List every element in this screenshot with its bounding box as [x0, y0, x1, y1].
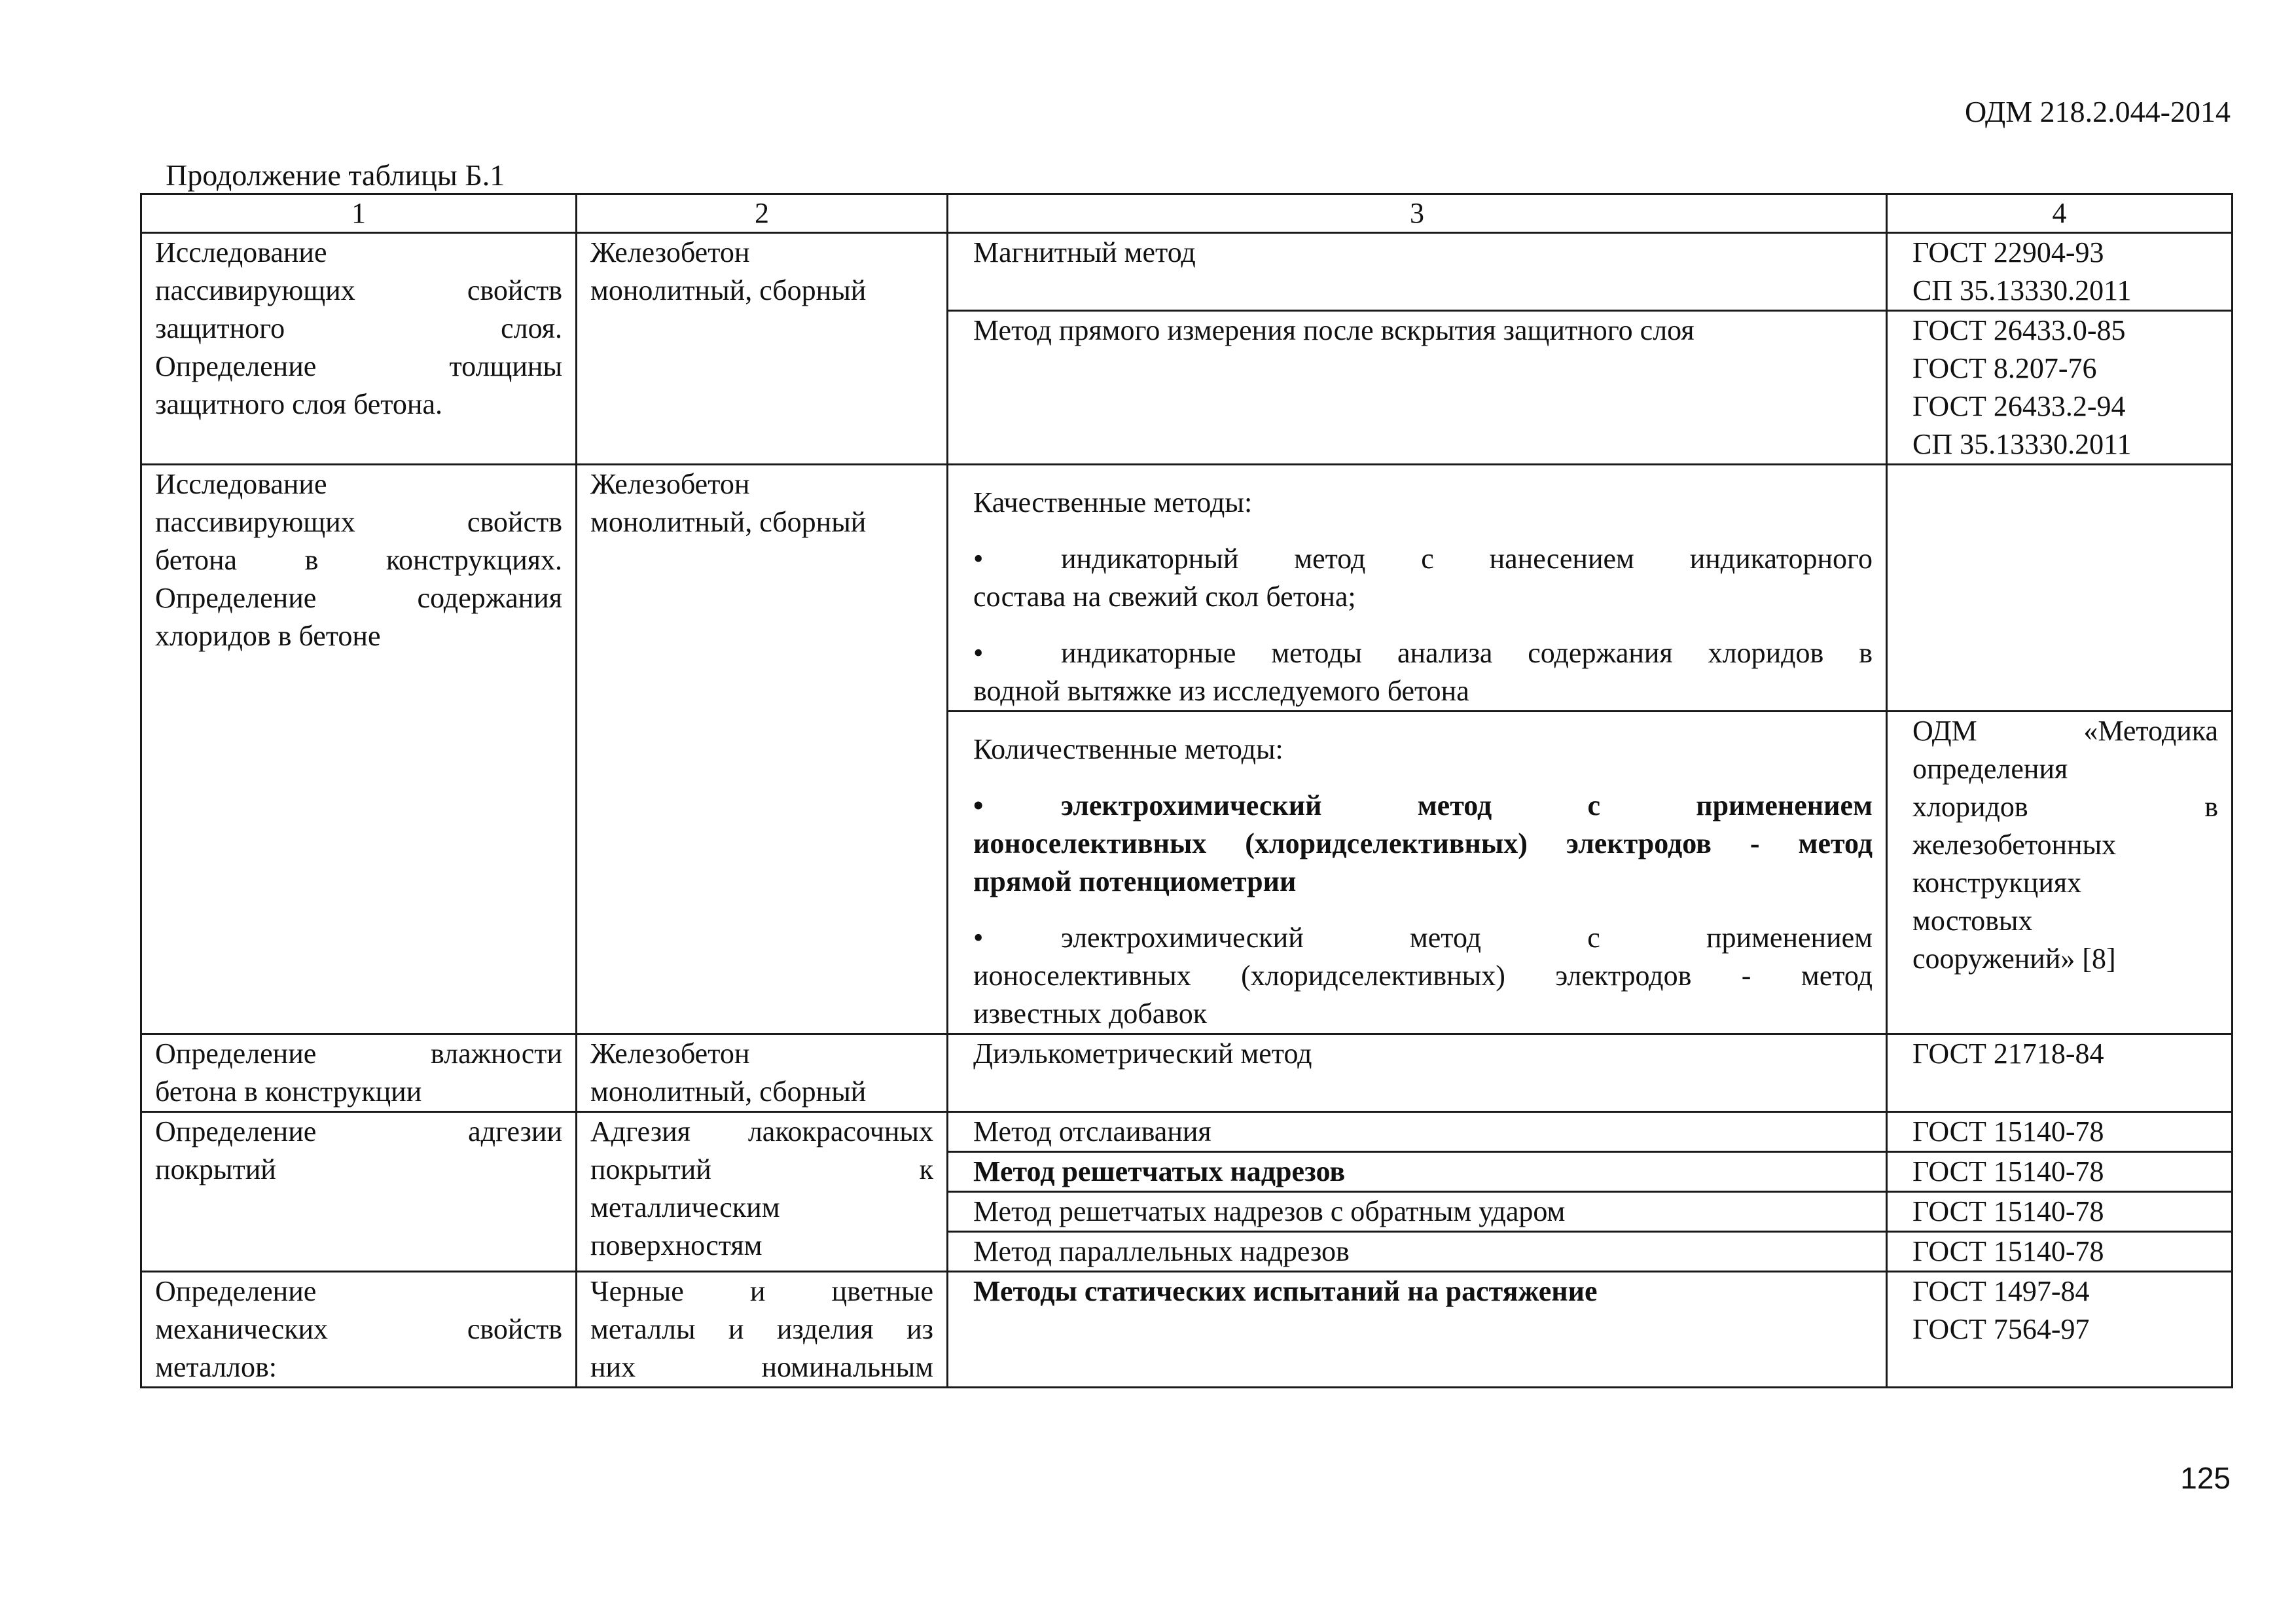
quantitative-heading: Количественные методы: [973, 733, 1283, 765]
standard-cell: ГОСТ 15140-78 [1887, 1192, 2233, 1232]
list-item: • электрохимический метод с применением ионоселективных (хлоридселективных) электродов - метод прямой потенциометрии [973, 787, 1873, 901]
material-cell: Железобетон монолитный, сборный [577, 233, 948, 465]
page-number: 125 [2180, 1461, 2231, 1495]
standard-cell: ГОСТ 1497-84 ГОСТ 7564-97 [1887, 1272, 2233, 1388]
column-number: 1 [141, 194, 577, 233]
method-cell: Диэлькометрический метод [948, 1034, 1887, 1112]
qualitative-heading: Качественные методы: [973, 486, 1253, 518]
table-row [141, 1272, 2233, 1388]
method-cell: Методы статических испытаний на растяжение [948, 1272, 1887, 1388]
methods-table [140, 193, 2233, 1388]
bullet-icon: • [973, 637, 984, 669]
bullet-icon: • [973, 789, 984, 821]
bullet-icon: • [973, 543, 984, 575]
list-item: • индикаторные методы анализа содержания хлоридов в водной вытяжке из исследуемого бетона [973, 634, 1873, 710]
standard-cell: ГОСТ 21718-84 [1887, 1034, 2233, 1112]
column-number: 2 [577, 194, 948, 233]
table-row [141, 1034, 2233, 1112]
research-object-cell: Исследование пассивирующих свойств защитного слоя. Определение толщины защитного слоя бетона. [141, 233, 577, 465]
list-item: • электрохимический метод с применением ионоселективных (хлоридселективных) электродов - метод известных добавок [973, 919, 1873, 1033]
standard-cell: ГОСТ 15140-78 [1887, 1232, 2233, 1272]
method-cell: Метод прямого измерения после вскрытия защитного слоя [948, 311, 1887, 465]
research-object-cell: Определение влажности бетона в конструкции [141, 1034, 577, 1112]
standard-cell: ГОСТ 22904-93 СП 35.13330.2011 [1887, 233, 2233, 311]
method-cell: Метод решетчатых надрезов с обратным ударом [948, 1192, 1887, 1232]
standard-cell [1887, 465, 2233, 712]
method-cell: Магнитный метод [948, 233, 1887, 311]
table-row [141, 1112, 2233, 1152]
column-number: 3 [948, 194, 1887, 233]
bullet-icon: • [973, 922, 984, 954]
list-item: • индикаторный метод с нанесением индикаторного состава на свежий скол бетона; [973, 540, 1873, 616]
method-cell: Метод параллельных надрезов [948, 1232, 1887, 1272]
material-cell: Железобетон монолитный, сборный [577, 465, 948, 1034]
standard-cell: ГОСТ 15140-78 [1887, 1152, 2233, 1192]
research-object-cell: Определение механических свойств металлов: [141, 1272, 577, 1388]
material-cell: Адгезия лакокрасочных покрытий к металлическим поверхностям [577, 1112, 948, 1272]
table-row [141, 465, 2233, 712]
method-cell: Метод решетчатых надрезов [948, 1152, 1887, 1192]
research-object-cell: Определение адгезии покрытий [141, 1112, 577, 1272]
standard-cell: ГОСТ 15140-78 [1887, 1112, 2233, 1152]
material-cell: Железобетон монолитный, сборный [577, 1034, 948, 1112]
table-row [141, 233, 2233, 311]
material-cell: Черные и цветные металлы и изделия из них номинальным [577, 1272, 948, 1388]
method-cell [948, 712, 1887, 1034]
method-cell: Метод отслаивания [948, 1112, 1887, 1152]
research-object-cell: Исследование пассивирующих свойств бетона в конструкциях. Определение содержания хлоридов в бетоне [141, 465, 577, 1034]
standard-cell: ГОСТ 26433.0-85 ГОСТ 8.207-76 ГОСТ 26433.2-94 СП 35.13330.2011 [1887, 311, 2233, 465]
table-caption: Продолжение таблицы Б.1 [166, 158, 505, 192]
standard-cell: ОДМ «Методика определения хлоридов в железобетонных конструкциях мостовых сооружений» [8] [1887, 712, 2233, 1034]
column-numbers-row [141, 194, 2233, 233]
column-number: 4 [1887, 194, 2233, 233]
document-code: ОДМ 218.2.044-2014 [1964, 95, 2231, 128]
method-cell [948, 465, 1887, 712]
